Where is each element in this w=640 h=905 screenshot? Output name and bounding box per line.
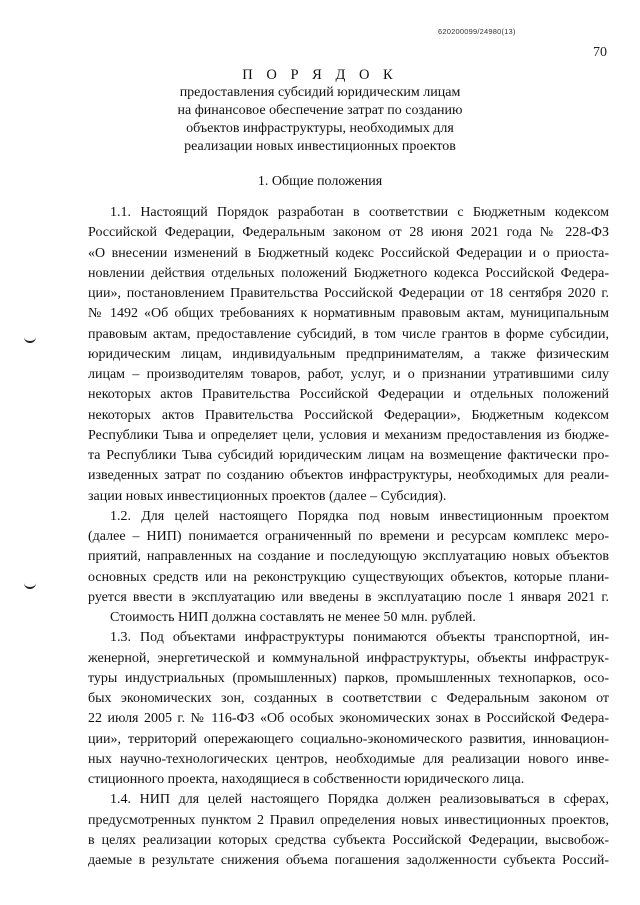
text-line: 1.2. Для целей настоящего Порядка под новым инвестиционным проектом [110, 508, 609, 524]
text-line: правовым актам, предоставление субсидий, в том числе грантов в форме субсидии, [88, 326, 609, 342]
text-line: даемые в результате снижения объема погашения задолженности субъекта Россий- [88, 853, 609, 868]
text-line: лицам – производителям товаров, работ, услуг, и о признании утратившими силу [88, 367, 609, 382]
text-line: ции», территорий опережающего социально-экономического развития, инновацион- [88, 731, 609, 747]
text-line: основных средств или на реконструкцию существующих объектов, которые плани- [88, 569, 609, 585]
text-line: новлении действия отдельных положений Бюджетного кодекса Российской Федера- [88, 265, 609, 281]
text-line: некоторых актов Правительства Российской Федерации», Бюджетным кодексом [88, 407, 609, 423]
document-title [0, 66, 640, 156]
text-line: та Республики Тыва субсидий юридическим лицам на возмещение фактически про- [88, 448, 609, 463]
text-line: 1.1. Настоящий Порядок разработан в соответствии с Бюджетным кодексом [110, 205, 609, 220]
body-text [88, 203, 609, 871]
text-line: приятий, направленных на создание и последующую эксплуатацию новых объектов [88, 549, 609, 565]
text-line: бых экономических зон, созданных в соответствии с Федеральным законом от [88, 691, 609, 706]
title-line: на финансовое обеспечение затрат по созданию [177, 103, 463, 118]
text-line: изведенных затрат по созданию объектов инфраструктуры, необходимых для реали- [88, 468, 609, 484]
text-line: № 1492 «Об общих требованиях к нормативным правовым актам, муниципальным [88, 306, 609, 322]
margin-mark [24, 334, 36, 343]
text-line: 1.3. Под объектами инфраструктуры понимаются объекты транспортной, ин- [110, 630, 609, 646]
text-line: Стоимость НИП должна составлять не менее 50 млн. рублей. [110, 610, 476, 625]
text-line: руется ввести в эксплуатацию или введены в эксплуатацию после 1 января 2021 г. [88, 589, 609, 605]
text-line: зации новых инвестиционных проектов (далее – Субсидия). [88, 488, 447, 504]
text-line: 1.4. НИП для целей настоящего Порядка должен реализовываться в сферах, [110, 792, 609, 808]
title-line: реализации новых инвестиционных проектов [184, 139, 456, 154]
text-line: юридическим лицам, индивидуальным предпринимателям, а также физическим [88, 346, 609, 362]
page-number: 70 [593, 45, 607, 60]
text-line: Российской Федерации, Федеральным законом от 28 июня 2021 года № 228-ФЗ [88, 225, 609, 241]
text-line: ции», постановлением Правительства Российской Федерации от 18 сентября 2020 г. [88, 286, 609, 301]
text-line: в целях реализации которых средства субъекта Российской Федерации, высвобож- [88, 832, 609, 848]
title-line: объектов инфраструктуры, необходимых для [186, 121, 454, 136]
margin-mark [24, 580, 36, 589]
title-main: П О Р Я Д О К [242, 67, 398, 83]
text-line: стиционного проекта, находящиеся в собственности юридического лица. [88, 772, 525, 787]
text-line: некоторых актов Правительства Российской Федерации и отдельных положений [88, 387, 609, 403]
text-line: предусмотренных пунктом 2 Правил определения новых инвестиционных проектов, [88, 812, 609, 828]
text-line: туры индустриальных (промышленных) парков, промышленных технопарков, осо- [88, 670, 609, 686]
text-line: «О внесении изменений в Бюджетный кодекс Российской Федерации и о приоста- [88, 245, 609, 261]
text-line: (далее – НИП) понимается ограниченный по времени и ресурсам комплекс меро- [88, 529, 609, 544]
text-line: ных научно-технологических центров, необходимые для реализации нового инве- [88, 751, 609, 767]
text-line: женерной, энергетической и коммунальной инфраструктуры, объекты инфраструк- [88, 650, 609, 666]
section-heading: 1. Общие положения [257, 174, 383, 189]
title-line: предоставления субсидий юридическим лицам [179, 85, 461, 100]
text-line: Республики Тыва и определяет цели, условия и механизм предоставления из бюдже- [88, 427, 609, 443]
text-line: 22 июля 2005 г. № 116-ФЗ «Об особых экономических зонах в Российской Федера- [88, 711, 609, 727]
document-id: 620200099/24980(13) [438, 27, 516, 36]
